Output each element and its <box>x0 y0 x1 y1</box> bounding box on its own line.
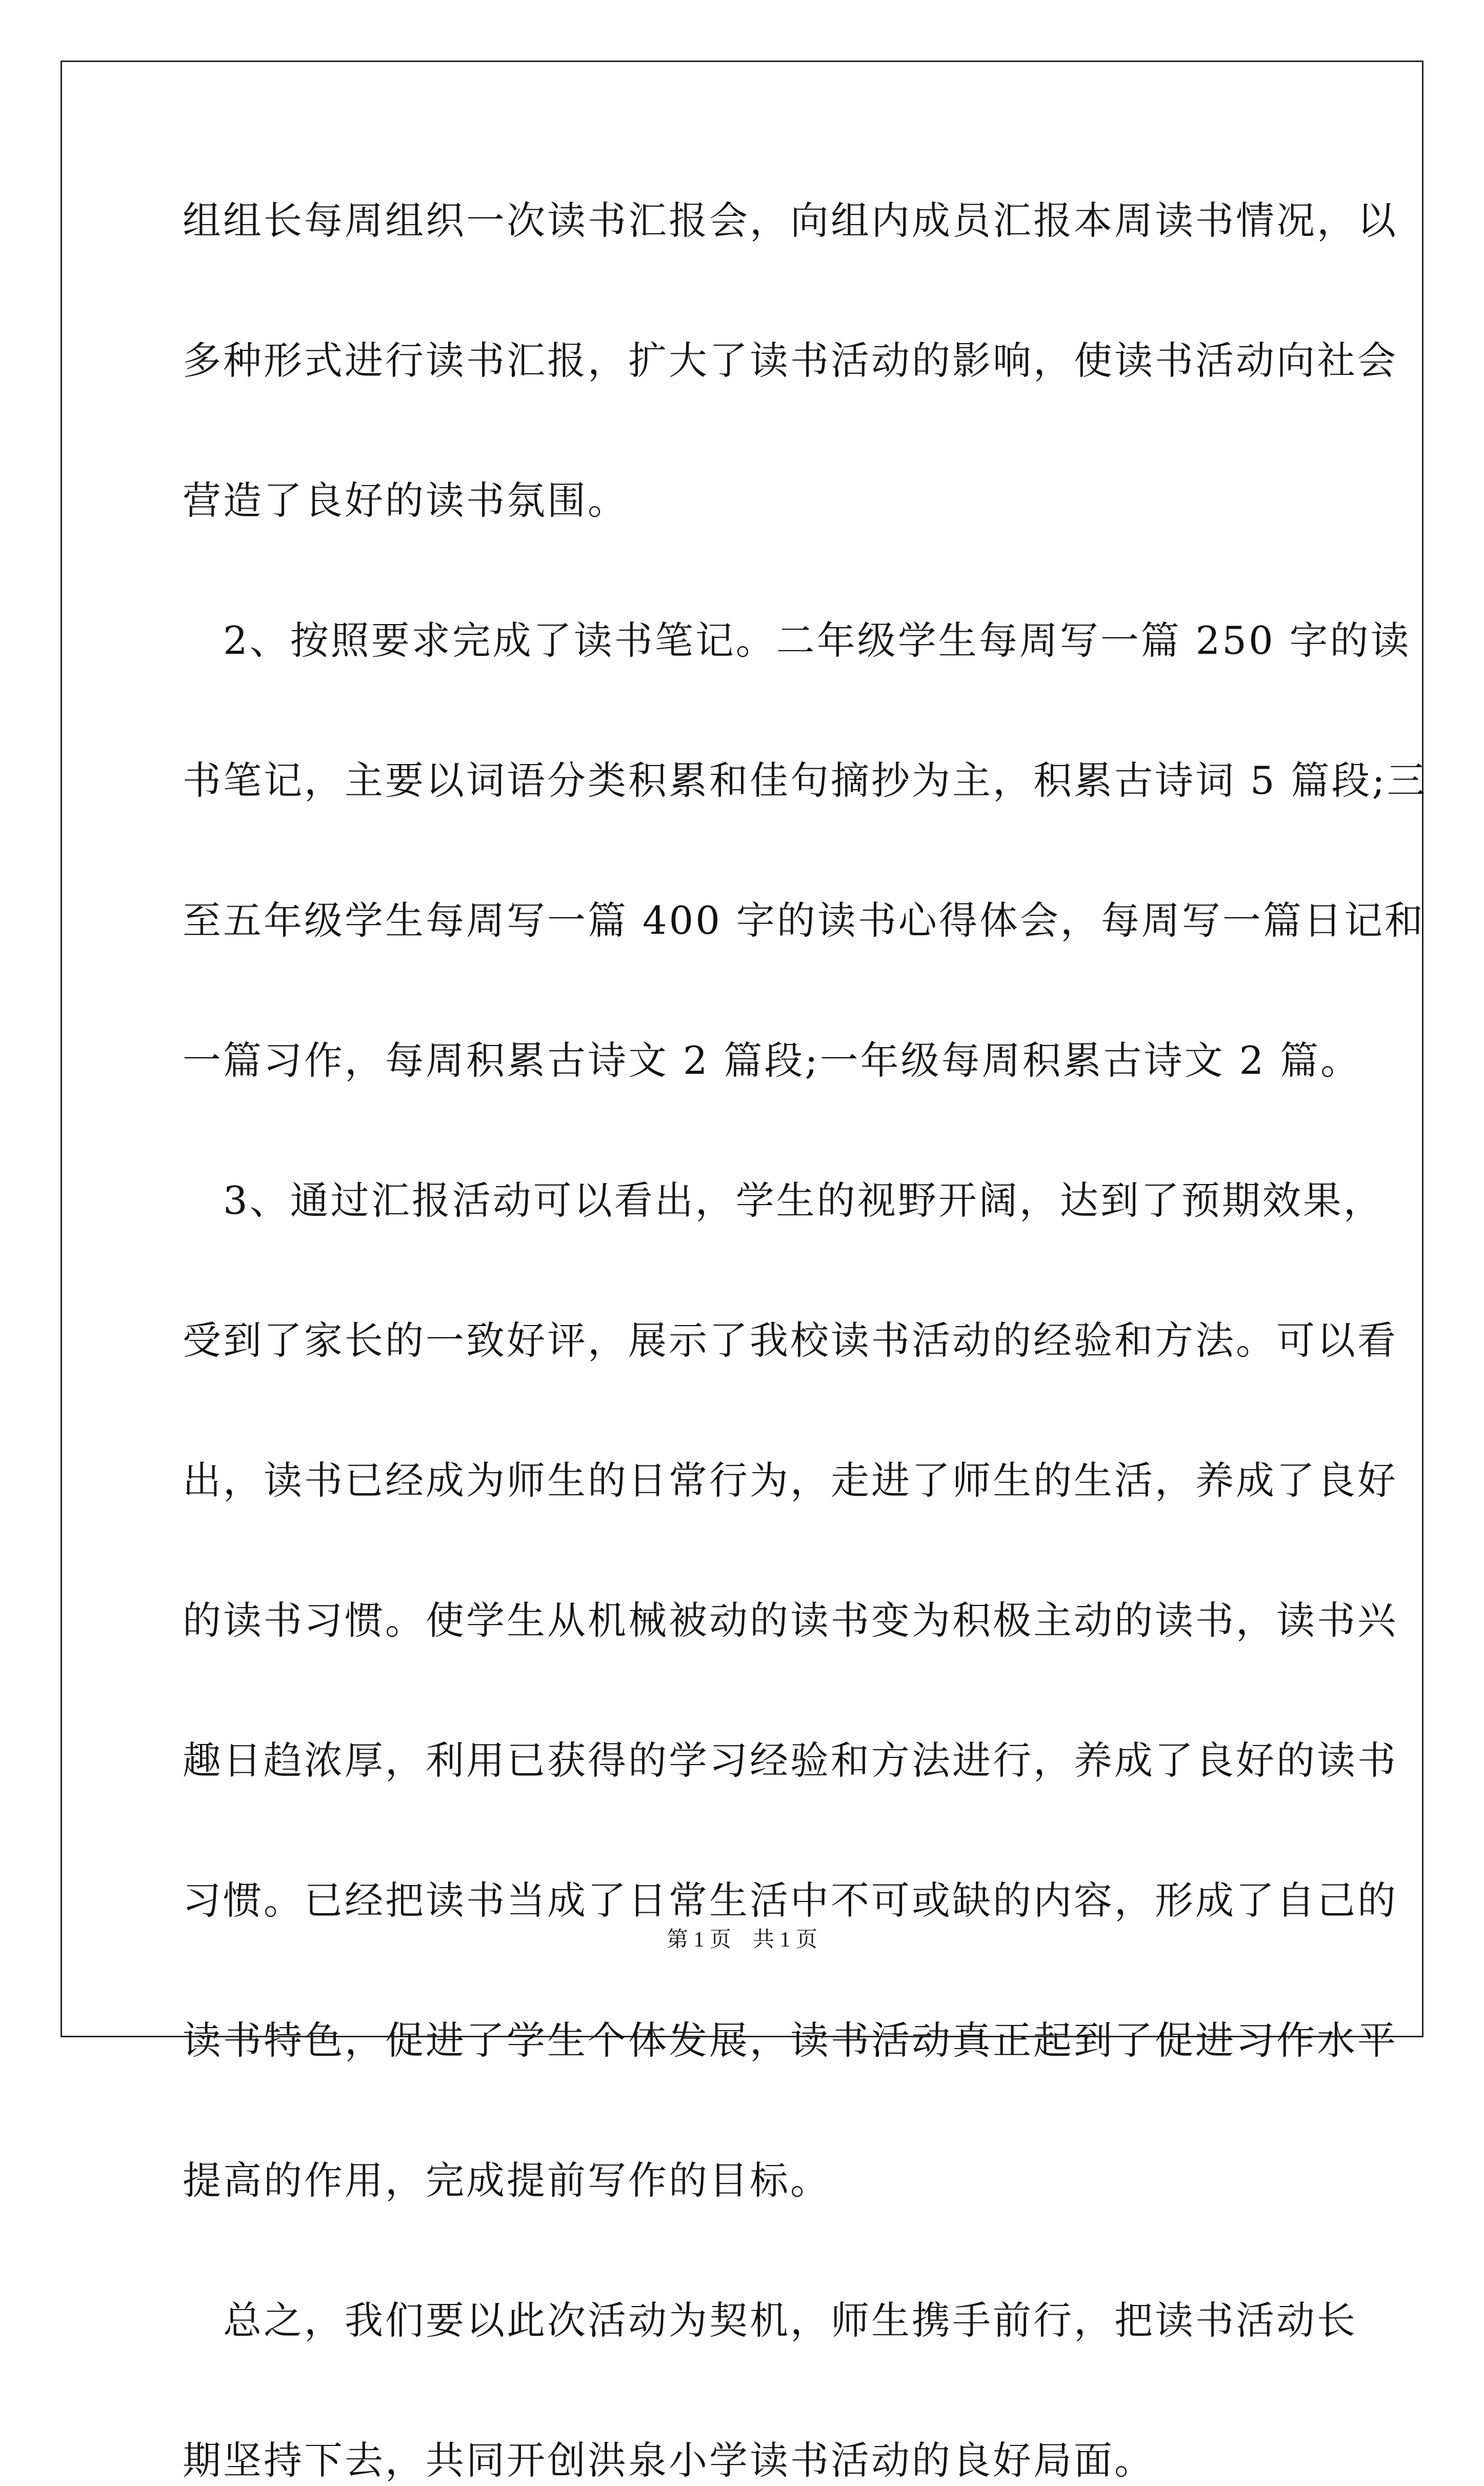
page-number-footer: 第 1 页 共 1 页 <box>666 1928 817 1952</box>
text-line: 3、通过汇报活动可以看出，学生的视野开阔，达到了预期效果， <box>183 1178 1384 1223</box>
text-line: 组组长每周组织一次读书汇报会，向组内成员汇报本周读书情况，以 <box>183 198 1398 243</box>
text-line: 营造了良好的读书氛围。 <box>183 478 629 523</box>
text-line: 受到了家长的一致好评，展示了我校读书活动的经验和方法。可以看 <box>183 1318 1398 1363</box>
text-line: 出，读书已经成为师生的日常行为，走进了师生的生活，养成了良好 <box>183 1458 1398 1503</box>
text-line: 至五年级学生每周写一篇 400 字的读书心得体会，每周写一篇日记和 <box>183 898 1425 943</box>
text-line: 趣日趋浓厚，利用已获得的学习经验和方法进行，养成了良好的读书 <box>183 1738 1398 1783</box>
text-line: 提高的作用，完成提前写作的目标。 <box>183 2158 831 2203</box>
document-body <box>183 195 1428 2486</box>
text-line: 读书特色，促进了学生个体发展，读书活动真正起到了促进习作水平 <box>183 2018 1398 2063</box>
text-line: 的读书习惯。使学生从机械被动的读书变为积极主动的读书，读书兴 <box>183 1598 1398 1643</box>
text-line: 习惯。已经把读书当成了日常生活中不可或缺的内容，形成了自己的 <box>183 1878 1398 1923</box>
text-line: 多种形式进行读书汇报，扩大了读书活动的影响，使读书活动向社会 <box>183 338 1398 383</box>
text-line: 书笔记，主要以词语分类积累和佳句摘抄为主，积累古诗词 5 篇段;三 <box>183 758 1428 803</box>
text-line: 期坚持下去，共同开创洪泉小学读书活动的良好局面。 <box>183 2438 1155 2483</box>
text-line: 总之，我们要以此次活动为契机，师生携手前行，把读书活动长 <box>183 2298 1358 2343</box>
text-line: 一篇习作，每周积累古诗文 2 篇段;一年级每周积累古诗文 2 篇。 <box>183 1038 1361 1083</box>
text-line: 2、按照要求完成了读书笔记。二年级学生每周写一篇 250 字的读 <box>183 618 1411 663</box>
